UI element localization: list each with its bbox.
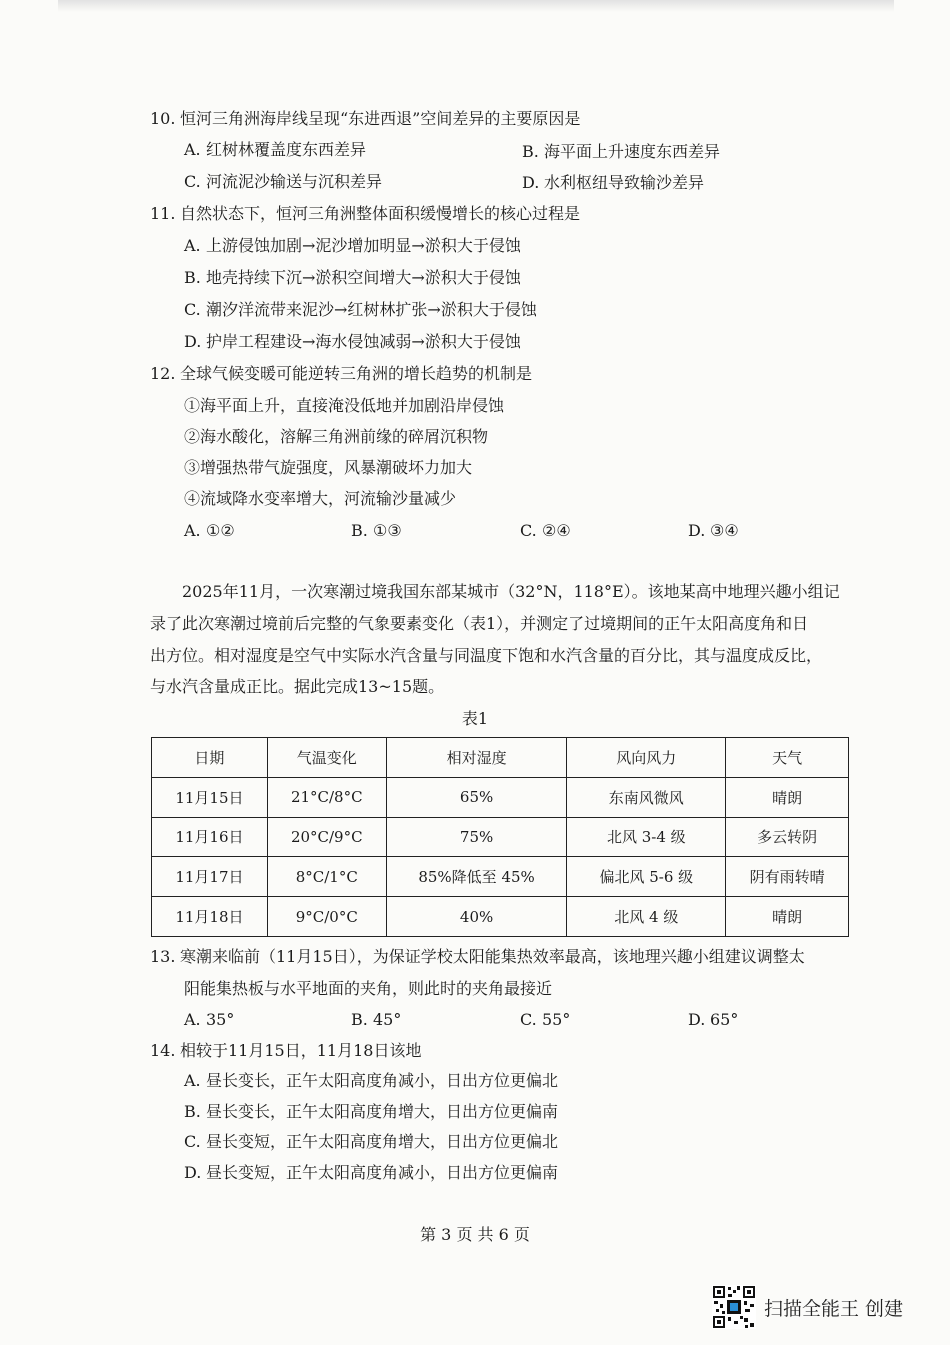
cell-humidity: 75% bbox=[386, 817, 567, 857]
question-12-option-c: C. ②④ bbox=[520, 521, 571, 540]
question-14-option-d: D. 昼长变短，正午太阳高度角减小，日出方位更偏南 bbox=[184, 1163, 559, 1182]
cell-weather: 晴朗 bbox=[726, 897, 849, 937]
cell-temperature: 20°C/9°C bbox=[267, 817, 386, 857]
cell-wind: 北风 4 级 bbox=[567, 897, 726, 937]
cell-date: 11月15日 bbox=[152, 777, 268, 817]
question-12-stem: 12. 全球气候变暖可能逆转三角洲的增长趋势的机制是 bbox=[150, 364, 533, 383]
header-wind: 风向风力 bbox=[567, 738, 726, 778]
question-12-option-a: A. ①② bbox=[184, 521, 235, 540]
cell-date: 11月17日 bbox=[152, 857, 268, 897]
question-12-option-d: D. ③④ bbox=[688, 521, 739, 540]
question-10-option-d: D. 水利枢纽导致输沙差异 bbox=[522, 173, 705, 192]
cell-weather: 阴有雨转晴 bbox=[726, 857, 849, 897]
question-10-option-b: B. 海平面上升速度东西差异 bbox=[522, 142, 721, 161]
passage-line-3: 出方位。相对湿度是空气中实际水汽含量与同温度下饱和水汽含量的百分比，其与温度成反比， bbox=[150, 646, 823, 665]
cell-humidity: 40% bbox=[386, 897, 567, 937]
question-13-option-a: A. 35° bbox=[184, 1010, 235, 1029]
question-12-statement-3: ③增强热带气旋强度，风暴潮破坏力加大 bbox=[184, 458, 473, 477]
cell-temperature: 21°C/8°C bbox=[267, 777, 386, 817]
question-12-option-b: B. ①③ bbox=[351, 521, 402, 540]
weather-table bbox=[151, 737, 849, 937]
header-humidity: 相对湿度 bbox=[386, 738, 567, 778]
watermark-text: 扫描全能王 创建 bbox=[764, 1297, 904, 1320]
cell-weather: 多云转阴 bbox=[726, 817, 849, 857]
page-number: 第 3 页 共 6 页 bbox=[420, 1225, 530, 1244]
question-10-option-a: A. 红树林覆盖度东西差异 bbox=[184, 140, 367, 159]
cell-wind: 北风 3-4 级 bbox=[567, 817, 726, 857]
question-11-option-b: B. 地壳持续下沉→淤积空间增大→淤积大于侵蚀 bbox=[184, 268, 521, 287]
table-row bbox=[152, 777, 849, 817]
question-14-stem: 14. 相较于11月15日，11月18日该地 bbox=[150, 1041, 422, 1060]
header-weather: 天气 bbox=[726, 738, 849, 778]
table-row bbox=[152, 897, 849, 937]
question-13-stem-line-2: 阳能集热板与水平地面的夹角，则此时的夹角最接近 bbox=[184, 979, 553, 998]
question-11-stem: 11. 自然状态下，恒河三角洲整体面积缓慢增长的核心过程是 bbox=[150, 204, 581, 223]
passage-line-4: 与水汽含量成正比。据此完成13~15题。 bbox=[150, 677, 445, 696]
question-14-option-a: A. 昼长变长，正午太阳高度角减小，日出方位更偏北 bbox=[184, 1071, 559, 1090]
header-date: 日期 bbox=[152, 738, 268, 778]
cell-temperature: 9°C/0°C bbox=[267, 897, 386, 937]
table-title: 表1 bbox=[461, 709, 489, 728]
question-12-statement-4: ④流域降水变率增大，河流输沙量减少 bbox=[184, 489, 457, 508]
passage-line-1: 2025年11月，一次寒潮过境我国东部某城市（32°N，118°E）。该地某高中地理兴趣小组记 bbox=[182, 582, 840, 601]
question-11-option-a: A. 上游侵蚀加剧→泥沙增加明显→淤积大于侵蚀 bbox=[184, 236, 521, 255]
question-14-option-b: B. 昼长变长，正午太阳高度角增大，日出方位更偏南 bbox=[184, 1102, 559, 1121]
qr-code-icon bbox=[712, 1285, 756, 1329]
table-header-row bbox=[152, 738, 849, 778]
question-11-option-d: D. 护岸工程建设→海水侵蚀减弱→淤积大于侵蚀 bbox=[184, 332, 521, 351]
cell-wind: 偏北风 5-6 级 bbox=[567, 857, 726, 897]
cell-weather: 晴朗 bbox=[726, 777, 849, 817]
table-row bbox=[152, 857, 849, 897]
cell-humidity: 65% bbox=[386, 777, 567, 817]
question-10-stem: 10. 恒河三角洲海岸线呈现“东进西退”空间差异的主要原因是 bbox=[150, 109, 581, 128]
cell-wind: 东南风微风 bbox=[567, 777, 726, 817]
question-13-option-b: B. 45° bbox=[351, 1010, 402, 1029]
header-temperature: 气温变化 bbox=[267, 738, 386, 778]
question-13-option-c: C. 55° bbox=[520, 1010, 571, 1029]
question-14-option-c: C. 昼长变短，正午太阳高度角增大，日出方位更偏北 bbox=[184, 1132, 559, 1151]
question-11-option-c: C. 潮汐洋流带来泥沙→红树林扩张→淤积大于侵蚀 bbox=[184, 300, 537, 319]
scanner-watermark bbox=[712, 1285, 903, 1329]
table-row bbox=[152, 817, 849, 857]
cell-date: 11月18日 bbox=[152, 897, 268, 937]
question-13-stem-line-1: 13. 寒潮来临前（11月15日），为保证学校太阳能集热效率最高，该地理兴趣小组建议调整太 bbox=[150, 947, 805, 966]
cell-temperature: 8°C/1°C bbox=[267, 857, 386, 897]
scan-edge-shadow bbox=[58, 0, 894, 12]
cell-humidity: 85%降低至 45% bbox=[386, 857, 567, 897]
cell-date: 11月16日 bbox=[152, 817, 268, 857]
question-12-statement-2: ②海水酸化，溶解三角洲前缘的碎屑沉积物 bbox=[184, 427, 489, 446]
passage-line-2: 录了此次寒潮过境前后完整的气象要素变化（表1），并测定了过境期间的正午太阳高度角和日 bbox=[150, 614, 809, 633]
question-13-option-d: D. 65° bbox=[688, 1010, 739, 1029]
question-12-statement-1: ①海平面上升，直接淹没低地并加剧沿岸侵蚀 bbox=[184, 396, 505, 415]
question-10-option-c: C. 河流泥沙输送与沉积差异 bbox=[184, 172, 383, 191]
